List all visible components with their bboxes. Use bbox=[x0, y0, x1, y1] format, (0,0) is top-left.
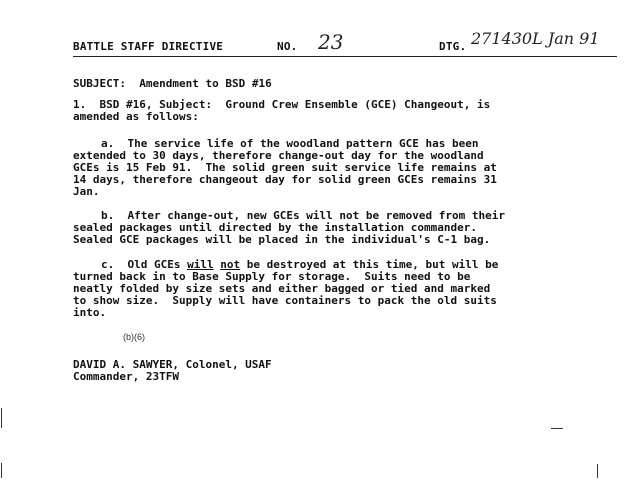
para-c-line: into. bbox=[73, 306, 107, 319]
para-c-line: turned back in to Base Supply for storage. Suits need to be bbox=[73, 270, 471, 283]
para1-line: 1. BSD #16, Subject: Ground Crew Ensemble (GCE) Changeout, is bbox=[73, 98, 491, 111]
subject-text: Amendment to BSD #16 bbox=[139, 77, 272, 90]
header-rule bbox=[73, 56, 617, 57]
directive-header bbox=[56, 28, 616, 58]
para-a-line: a. The service life of the woodland pattern GCE has been bbox=[101, 137, 479, 150]
para-c-not: not bbox=[220, 258, 241, 271]
para-a-line: 14 days, therefore changeout day for solid green GCEs remains 31 bbox=[73, 173, 497, 186]
signature-title: Commander, 23TFW bbox=[73, 370, 179, 383]
scan-mark bbox=[597, 464, 598, 478]
para-c-post: be destroyed at this time, but will be bbox=[240, 258, 499, 271]
para-a-line: GCEs is 15 Feb 91. The solid green suit service life remains at bbox=[73, 161, 497, 174]
scan-mark bbox=[1, 463, 2, 478]
signature-name: DAVID A. SAWYER, Colonel, USAF bbox=[73, 358, 272, 371]
directive-title: BATTLE STAFF DIRECTIVE bbox=[73, 40, 224, 53]
para-c-will: will bbox=[187, 258, 214, 271]
scan-mark bbox=[551, 428, 563, 429]
para-b-line: sealed packages until directed by the installation commander. bbox=[73, 221, 477, 234]
para-b-line: b. After change-out, new GCEs will not be removed from their bbox=[101, 209, 505, 222]
dtg-value: 271430L Jan 91 bbox=[471, 29, 600, 48]
dtg-label: DTG. bbox=[439, 40, 467, 53]
para-b-line: Sealed GCE packages will be placed in the individual's C-1 bag. bbox=[73, 233, 491, 246]
subject-line bbox=[73, 78, 272, 90]
para-a-line: extended to 30 days, therefore change-out day for the woodland bbox=[73, 149, 484, 162]
subject-label: SUBJECT: bbox=[73, 77, 126, 90]
directive-number: 23 bbox=[318, 30, 344, 54]
redaction-marker: (b)(6) bbox=[123, 332, 145, 342]
number-label: NO. bbox=[277, 40, 298, 53]
para1-line: amended as follows: bbox=[73, 110, 199, 123]
scan-mark bbox=[1, 408, 2, 428]
para-c-line: to show size. Supply will have containers to pack the old suits bbox=[73, 294, 497, 307]
para-a-line: Jan. bbox=[73, 185, 100, 198]
para-c-line: neatly folded by size sets and either bagged or tied and marked bbox=[73, 282, 491, 295]
para-c-pre: c. Old GCEs bbox=[101, 258, 188, 271]
